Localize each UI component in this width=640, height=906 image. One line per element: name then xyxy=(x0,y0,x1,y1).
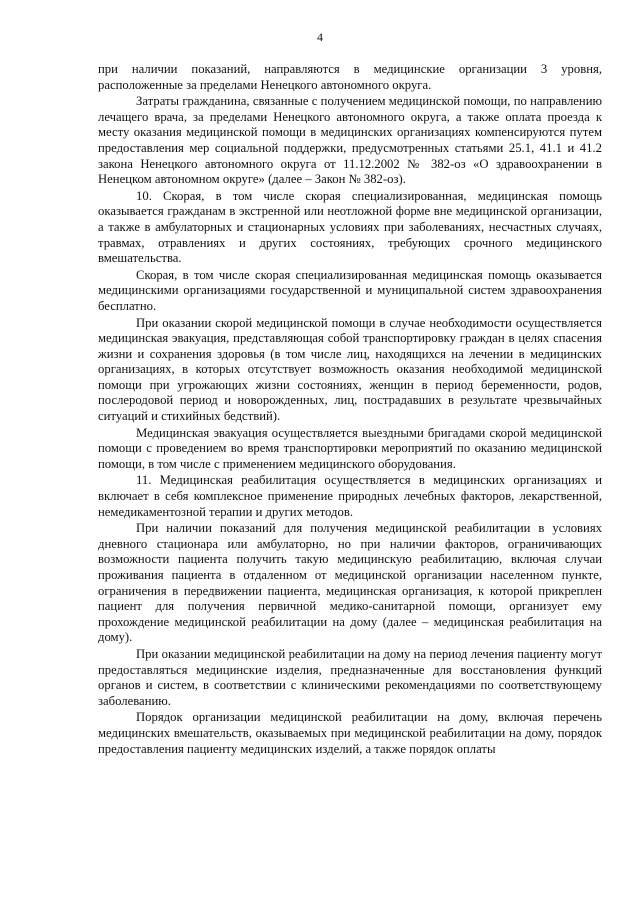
paragraph-rehabilitation: 11. Медицинская реабилитация осуществляется в медицинских организациях и включает в себя комплексное применение природных лечебных факторов, лекарственной, немедикаментозной терапии и других методов. xyxy=(98,473,602,519)
paragraph-evacuation-teams: Медицинская эвакуация осуществляется выездными бригадами скорой медицинской помощи с проведением во время транспортировки мероприятий по оказанию медицинской помощи, в том числе с применением медицинского оборудования. xyxy=(98,425,602,471)
paragraph-medical-evacuation: При оказании скорой медицинской помощи в случае необходимости осуществляется медицинская эвакуация, представляющая собой транспортировку граждан в целях спасения жизни и сохранения здоровья (в том числе лиц, находящихся на лечении в медицинских организациях, в которых отсутствует возможность оказания необходимой медицинской помощи при угрожающих жизни состояниях, женщин в период беременности, родов, послеродовой период и новорожденных, лиц, пострадавших в результате чрезвычайных ситуаций и стихийных бедствий). xyxy=(98,315,602,424)
paragraph-emergency-care-free: Скорая, в том числе скорая специализированная медицинская помощь оказывается медицинскими организациями государственной и муниципальной систем здравоохранения бесплатно. xyxy=(98,267,602,313)
paragraph-rehabilitation-procedure: Порядок организации медицинской реабилитации на дому, включая перечень медицинских вмешательств, оказываемых при медицинской реабилитации на дому, порядок предоставления пациенту медицинских изделий, а также порядок оплаты xyxy=(98,710,602,756)
document-body xyxy=(98,62,602,757)
paragraph-medical-devices: При оказании медицинской реабилитации на дому на период лечения пациенту могут предоставляться медицинские изделия, предназначенные для восстановления функций органов и систем, в соответствии с клиническими рекомендациями по соответствующему заболеванию. xyxy=(98,646,602,708)
paragraph-costs-compensation: Затраты гражданина, связанные с получением медицинской помощи, по направлению лечащего врача, за пределами Ненецкого автономного округа, а также оплата проезда к месту оказания медицинской помощи в медицинских организациях компенсируются путем предоставления мер социальной поддержки, предусмотренных статьями 25.1, 41.1 и 41.2 закона Ненецкого автономного округа от 11.12.2002 № 382-оз «О здравоохранении в Ненецком автономном округе» (далее – Закон № 382-оз). xyxy=(98,94,602,187)
page-number: 4 xyxy=(317,30,323,44)
paragraph-continuation: при наличии показаний, направляются в медицинские организации 3 уровня, расположенные за пределами Ненецкого автономного округа. xyxy=(98,62,602,92)
paragraph-emergency-care: 10. Скорая, в том числе скорая специализированная, медицинская помощь оказывается гражданам в экстренной или неотложной форме вне медицинской организации, а также в амбулаторных и стационарных условиях при заболеваниях, несчастных случаях, травмах, отравлениях и других состояниях, требующих срочного медицинского вмешательства. xyxy=(98,188,602,266)
paragraph-home-rehabilitation: При наличии показаний для получения медицинской реабилитации в условиях дневного стационара или амбулаторно, но при наличии факторов, ограничивающих возможности пациента получить такую медицинскую реабилитацию, включая случаи проживания пациента в отдаленном от медицинской организации населенном пункте, ограничения в передвижении пациента, медицинская организация, к которой прикреплен пациент для получения первичной медико-санитарной помощи, организует ему прохождение медицинской реабилитации на дому (далее – медицинская реабилитация на дому). xyxy=(98,521,602,645)
